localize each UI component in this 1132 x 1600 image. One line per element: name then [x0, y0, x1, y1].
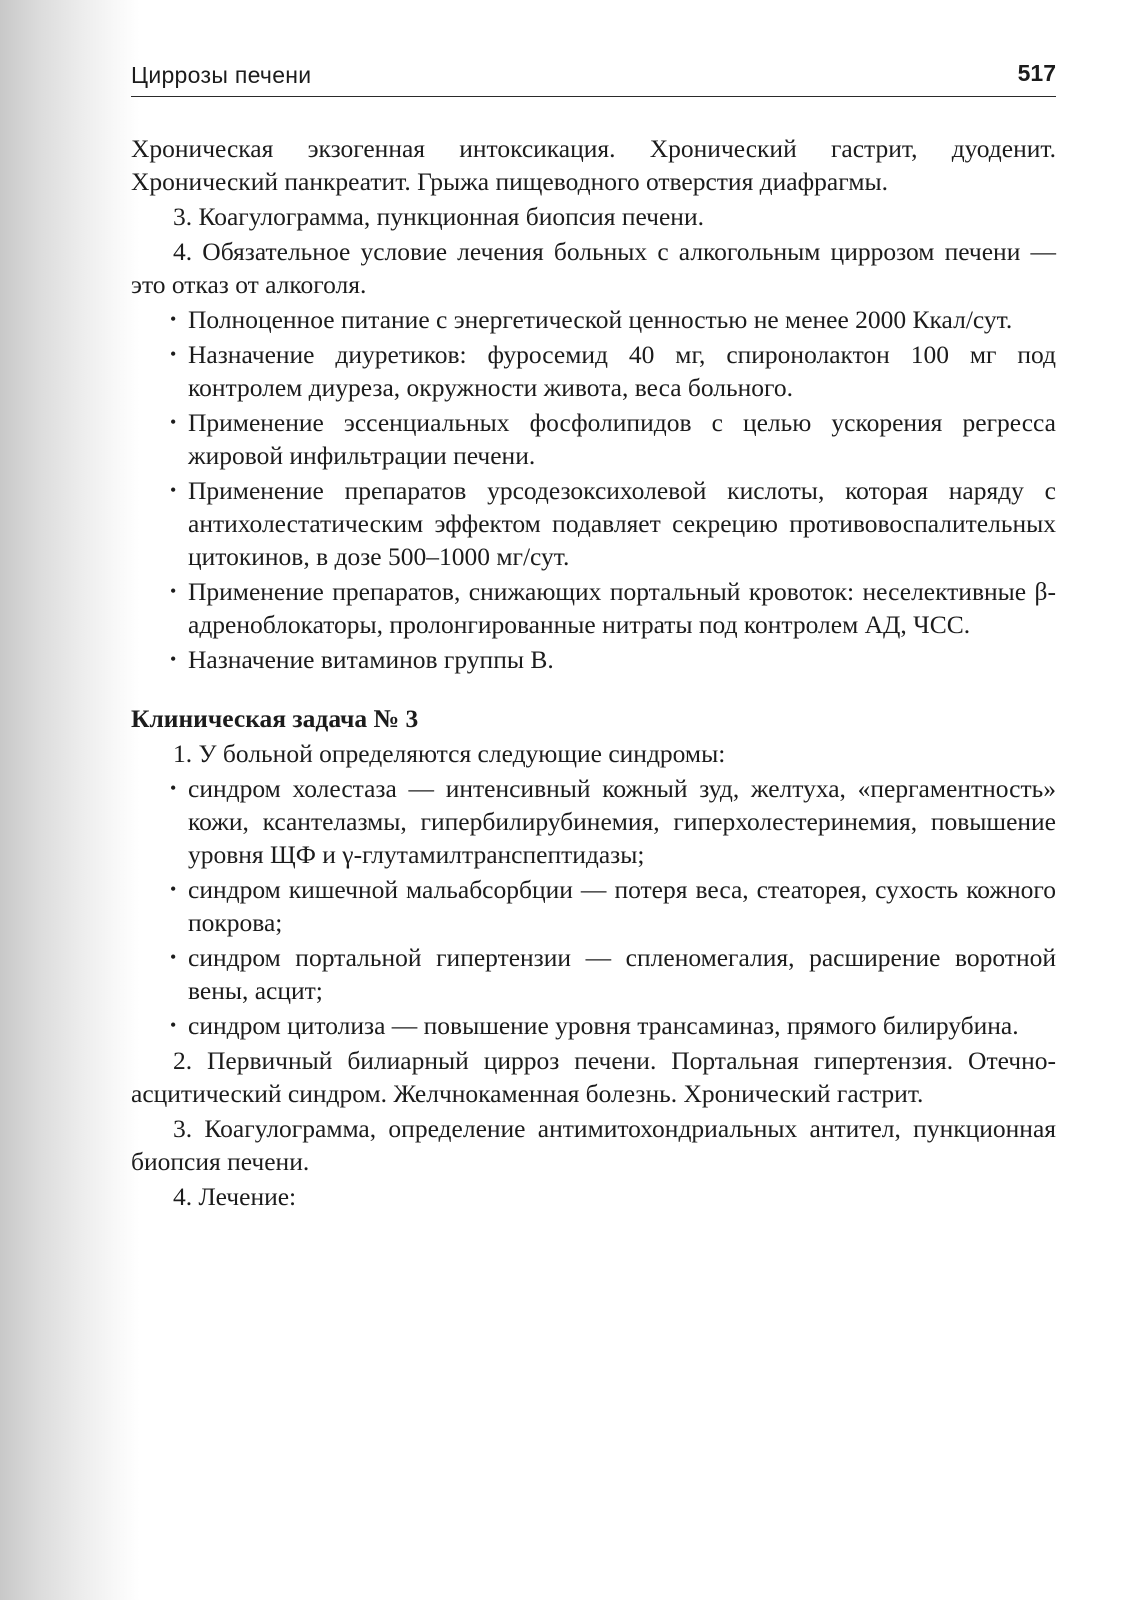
bullet-item [131, 575, 1056, 641]
paragraph: Хроническая экзогенная интоксикация. Хронический гастрит, дуоденит. Хронический панкреатит. Грыжа пищеводного отверстия диафрагмы. [131, 134, 1056, 196]
bullet-item [131, 338, 1056, 404]
bullet-item [131, 406, 1056, 472]
bullet-item [131, 474, 1056, 573]
bullet-icon: • [170, 879, 177, 899]
paragraph: 4. Лечение: [173, 1182, 297, 1211]
paragraph: 1. У больной определяются следующие синдромы: [173, 739, 726, 768]
bullet-text: синдром кишечной мальабсорбции — потеря веса, стеаторея, сухость кожного покрова; [188, 875, 1056, 937]
bullet-icon: • [170, 344, 177, 364]
bullet-icon: • [170, 480, 177, 500]
bullet-item [131, 941, 1056, 1007]
bullet-text: синдром холестаза — интенсивный кожный зуд, желтуха, «пергаментность» кожи, ксантелазмы, гипербилирубинемия, гиперхолестеринемия, повышение уровня ЩФ и γ-глутамилтранспептидазы; [188, 774, 1056, 869]
bullet-item [131, 303, 1056, 336]
bullet-icon: • [170, 649, 177, 669]
bullet-text: Назначение витаминов группы В. [188, 645, 554, 674]
paragraph: 2. Первичный билиарный цирроз печени. Портальная гипертензия. Отечно-асцитический синдром. Желчнокаменная болезнь. Хронический гастрит. [131, 1046, 1056, 1108]
page-number: 517 [1017, 60, 1056, 86]
bullet-text: Применение эссенциальных фосфолипидов с целью ускорения регресса жировой инфильтрации печени. [188, 408, 1056, 470]
bullet-text: Полноценное питание с энергетической ценностью не менее 2000 Ккал/сут. [188, 305, 1013, 334]
bullet-item [131, 643, 1056, 676]
bullet-item [131, 1009, 1056, 1042]
chapter-title: Циррозы печени [131, 62, 312, 88]
bullet-text: синдром портальной гипертензии — спленомегалия, расширение воротной вены, асцит; [188, 943, 1056, 1005]
bullet-text: синдром цитолиза — повышение уровня трансаминаз, прямого билирубина. [188, 1011, 1019, 1040]
running-header [131, 58, 1056, 97]
body-text [131, 132, 1056, 1215]
bullet-icon: • [170, 581, 177, 601]
bullet-text: Применение препаратов урсодезоксихолевой кислоты, которая наряду с антихолестатическим эффектом подавляет секрецию противовоспалительных цитокинов, в дозе 500–1000 мг/сут. [188, 476, 1056, 571]
bullet-icon: • [170, 1015, 177, 1035]
bullet-text: Применение препаратов, снижающих портальный кровоток: неселективные β-адреноблокаторы, пролонгированные нитраты под контролем АД, ЧСС. [188, 577, 1056, 639]
paragraph: 3. Коагулограмма, пункционная биопсия печени. [173, 202, 704, 231]
bullet-item [131, 772, 1056, 871]
bullet-icon: • [170, 309, 177, 329]
bullet-icon: • [170, 947, 177, 967]
bullet-text: Назначение диуретиков: фуросемид 40 мг, спиронолактон 100 мг под контролем диуреза, окружности живота, веса больного. [188, 340, 1056, 402]
bullet-icon: • [170, 778, 177, 798]
paragraph: 4. Обязательное условие лечения больных с алкогольным циррозом печени — это отказ от алкоголя. [131, 237, 1056, 299]
bullet-item [131, 873, 1056, 939]
section-heading: Клиническая задача № 3 [131, 704, 419, 733]
paragraph: 3. Коагулограмма, определение антимитохондриальных антител, пункционная биопсия печени. [131, 1114, 1056, 1176]
bullet-icon: • [170, 412, 177, 432]
